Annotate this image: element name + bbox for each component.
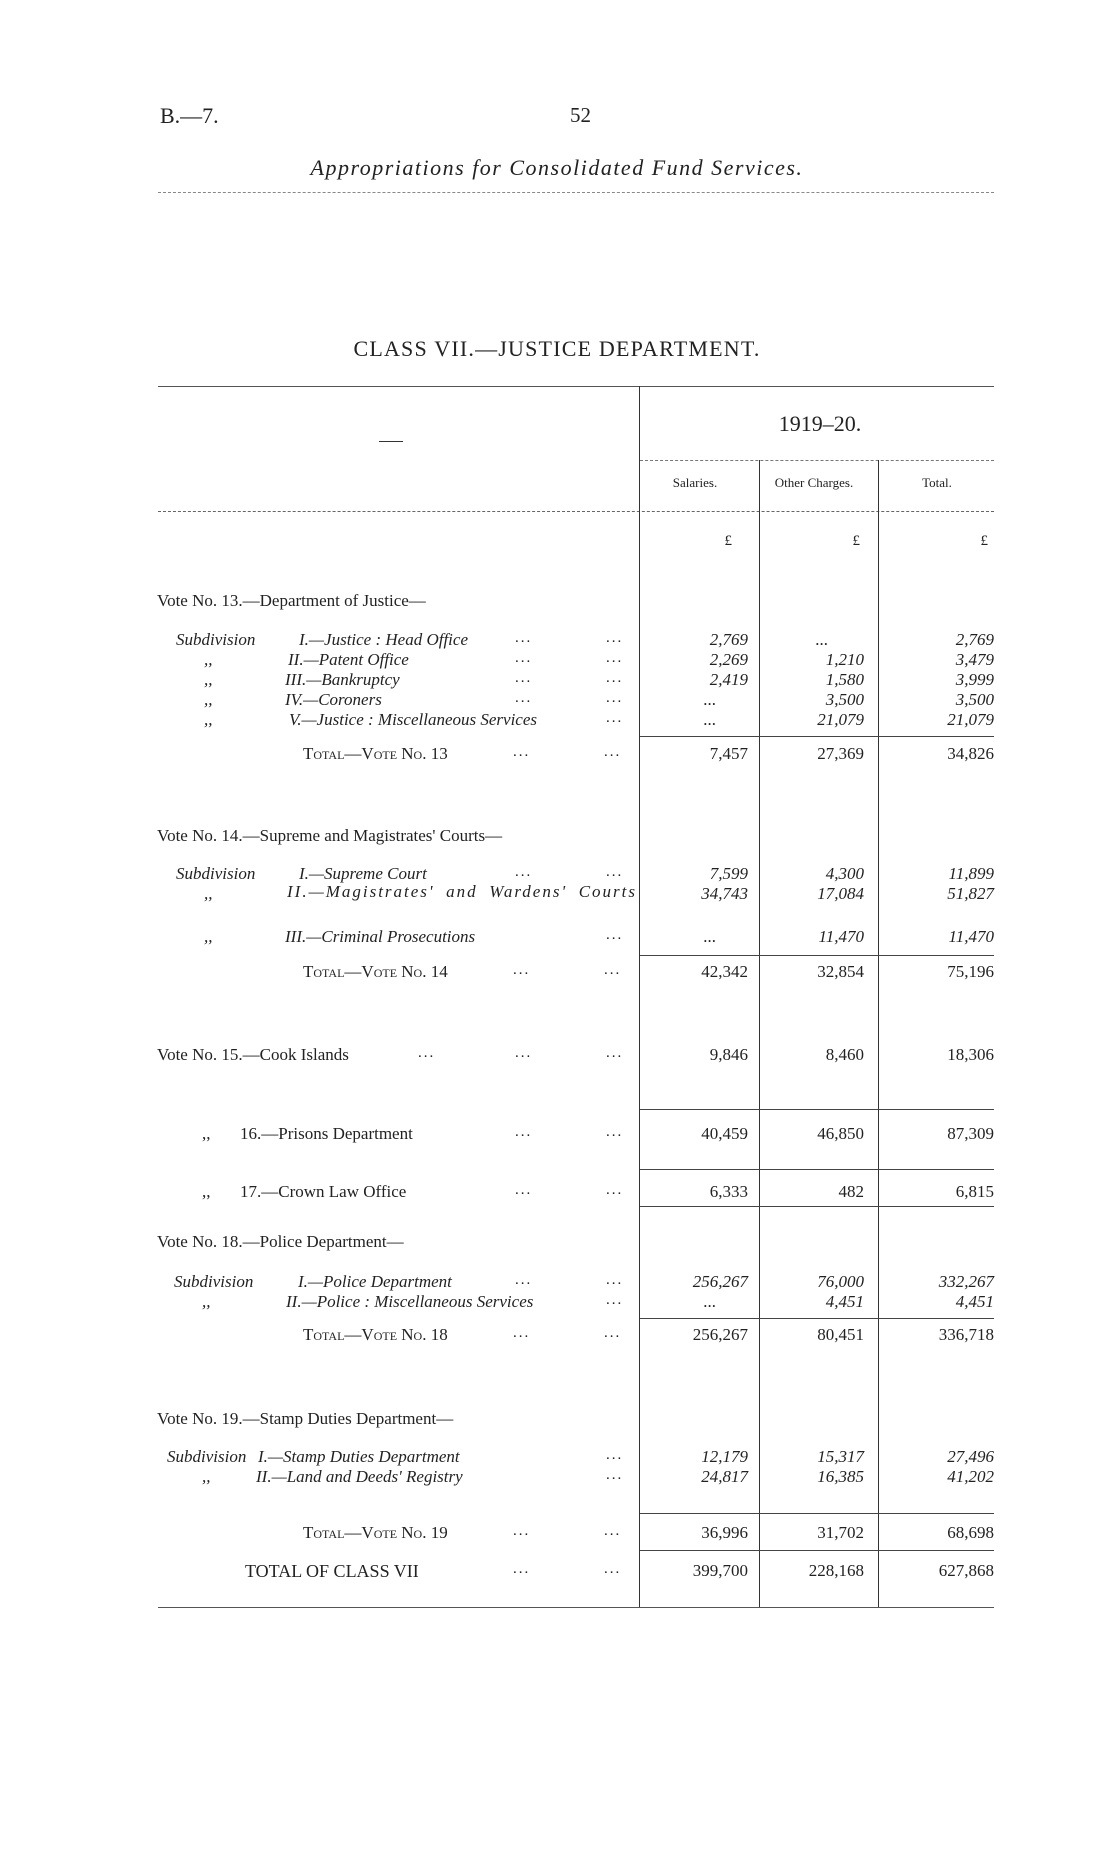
subdivision-label: II.—Land and Deeds' Registry <box>256 1467 463 1486</box>
leader-dots: ... <box>606 630 624 646</box>
running-title: Appropriations for Consolidated Fund Services. <box>310 155 804 180</box>
grand-total-label: TOTAL OF CLASS VII <box>245 1561 419 1581</box>
cell-other: 4,300 <box>825 864 864 883</box>
cell-salaries: ... <box>703 710 717 729</box>
cell-total: 627,868 <box>938 1561 994 1580</box>
cell-total: 27,496 <box>947 1447 994 1466</box>
cell-salaries: ... <box>703 1292 717 1311</box>
cell-salaries: 256,267 <box>692 1325 748 1344</box>
total-label: Total—Vote No. 19 <box>303 1523 448 1542</box>
section-rule <box>640 1109 994 1110</box>
col-header-total: Total. <box>922 475 952 490</box>
leader-dots: ... <box>606 1447 624 1463</box>
cell-total: 4,451 <box>955 1292 994 1311</box>
leader-dots: ... <box>606 1182 624 1198</box>
document-reference: B.—7. <box>160 103 219 128</box>
column-rule-salaries <box>639 386 640 1607</box>
leader-dots: ... <box>515 630 533 646</box>
leader-dots: ... <box>418 1045 436 1061</box>
subdivision-prefix: ,, <box>204 650 213 669</box>
leader-dots: ... <box>606 864 624 880</box>
leader-dots: ... <box>515 1124 533 1140</box>
subdivision-prefix: ,, <box>202 1292 211 1311</box>
leader-dots: ... <box>604 1561 622 1577</box>
leader-dots: ... <box>515 1182 533 1198</box>
subdivision-prefix: ,, <box>204 670 213 689</box>
cell-other: 482 <box>838 1182 864 1201</box>
leader-dots: ... <box>515 1045 533 1061</box>
cell-total: 11,470 <box>948 927 994 946</box>
leader-dots: ... <box>606 710 624 726</box>
leader-dots: ... <box>606 1045 624 1061</box>
cell-other: 11,470 <box>818 927 864 946</box>
subdivision-label: I.—Supreme Court <box>299 864 427 883</box>
subdivision-prefix: ,, <box>204 710 213 729</box>
cell-total: 332,267 <box>938 1272 994 1291</box>
leader-dots: ... <box>606 650 624 666</box>
cell-other: 228,168 <box>808 1561 864 1580</box>
cell-salaries: 36,996 <box>701 1523 748 1542</box>
cell-other: 17,084 <box>817 884 864 903</box>
subtotal-rule <box>640 1513 994 1514</box>
vote-heading: Vote No. 13.—Department of Justice— <box>157 591 426 610</box>
leader-dots: ... <box>606 670 624 686</box>
vote-heading: Vote No. 14.—Supreme and Magistrates' Courts— <box>157 826 503 845</box>
section-rule <box>640 1169 994 1170</box>
cell-total: 2,769 <box>955 630 994 649</box>
cell-salaries: 7,599 <box>709 864 748 883</box>
currency-other: £ <box>852 533 860 549</box>
subdivision-label: III.—Bankruptcy <box>285 670 400 689</box>
cell-other: 1,210 <box>825 650 864 669</box>
subdivision-prefix: Subdivision <box>176 630 256 649</box>
cell-salaries: 2,419 <box>709 670 748 689</box>
subdivision-label: I.—Police Department <box>298 1272 452 1291</box>
vote-prefix: ,, <box>202 1182 211 1201</box>
subdivision-label: III.—Criminal Prosecutions <box>285 927 476 946</box>
cell-other: 80,451 <box>817 1325 864 1344</box>
cell-salaries: ... <box>703 690 717 709</box>
leader-dots: ... <box>513 962 531 978</box>
class-title: CLASS VII.—JUSTICE DEPARTMENT. <box>353 336 761 361</box>
leader-dots: ... <box>606 927 624 943</box>
cell-other: 31,702 <box>817 1523 864 1542</box>
col-header-other-charges: Other Charges. <box>774 475 854 490</box>
cell-total: 68,698 <box>947 1523 994 1542</box>
subtotal-rule <box>640 955 994 956</box>
cell-total: 6,815 <box>955 1182 994 1201</box>
subdivision-label: II.—Magistrates' and Wardens' Courts <box>287 882 637 901</box>
subdivision-label: IV.—Coroners <box>285 690 382 709</box>
table-bottom-rule <box>158 1607 994 1608</box>
cell-other: 4,451 <box>825 1292 864 1311</box>
vote-heading: Vote No. 18.—Police Department— <box>157 1232 404 1251</box>
vote-label: 17.—Crown Law Office <box>240 1182 407 1201</box>
leader-dots: ... <box>604 1523 622 1539</box>
leader-dots: ... <box>513 1561 531 1577</box>
leader-dots: ... <box>604 744 622 760</box>
subdivision-prefix: Subdivision <box>174 1272 254 1291</box>
subdivision-label: V.—Justice : Miscellaneous Services <box>289 710 538 729</box>
grand-total-rule <box>640 1550 994 1551</box>
cell-other: 1,580 <box>825 670 864 689</box>
cell-salaries: 399,700 <box>692 1561 748 1580</box>
subdivision-label: II.—Police : Miscellaneous Services <box>286 1292 534 1311</box>
year-underline <box>640 460 994 461</box>
year-heading: 1919–20. <box>778 411 862 436</box>
column-rule-total <box>878 460 879 1607</box>
cell-total: 87,309 <box>947 1124 994 1143</box>
subdivision-prefix: ,, <box>204 884 213 903</box>
cell-salaries: 42,342 <box>701 962 748 981</box>
header-rule <box>158 192 994 193</box>
cell-other: 16,385 <box>817 1467 864 1486</box>
cell-salaries: 256,267 <box>692 1272 748 1291</box>
header-bottom-rule <box>158 511 994 512</box>
subdivision-label: I.—Stamp Duties Department <box>258 1447 460 1466</box>
leader-dots: ... <box>604 962 622 978</box>
cell-salaries: 2,269 <box>709 650 748 669</box>
cell-salaries: 12,179 <box>701 1447 748 1466</box>
cell-salaries: 34,743 <box>701 884 748 903</box>
stub-head-dash <box>379 441 403 442</box>
leader-dots: ... <box>606 1467 624 1483</box>
leader-dots: ... <box>513 1523 531 1539</box>
cell-other: 27,369 <box>817 744 864 763</box>
leader-dots: ... <box>513 1325 531 1341</box>
leader-dots: ... <box>606 1124 624 1140</box>
cell-other: 3,500 <box>825 690 864 709</box>
vote-prefix: ,, <box>202 1124 211 1143</box>
col-header-salaries: Salaries. <box>672 475 718 490</box>
cell-total: 3,479 <box>955 650 994 669</box>
cell-total: 34,826 <box>947 744 994 763</box>
cell-salaries: 6,333 <box>709 1182 748 1201</box>
cell-other: 46,850 <box>817 1124 864 1143</box>
subdivision-label: I.—Justice : Head Office <box>299 630 468 649</box>
cell-other: 8,460 <box>825 1045 864 1064</box>
leader-dots: ... <box>606 1292 624 1308</box>
leader-dots: ... <box>515 864 533 880</box>
leader-dots: ... <box>606 690 624 706</box>
cell-salaries: 2,769 <box>709 630 748 649</box>
cell-salaries: 9,846 <box>709 1045 748 1064</box>
leader-dots: ... <box>515 650 533 666</box>
cell-other: 76,000 <box>817 1272 864 1291</box>
page-number: 52 <box>570 103 591 127</box>
cell-other: 15,317 <box>817 1447 864 1466</box>
cell-total: 21,079 <box>947 710 994 729</box>
vote-label: Vote No. 15.—Cook Islands <box>157 1045 349 1064</box>
leader-dots: ... <box>515 1272 533 1288</box>
cell-salaries: 7,457 <box>709 744 748 763</box>
column-rule-other <box>759 460 760 1607</box>
leader-dots: ... <box>515 690 533 706</box>
leader-dots: ... <box>604 1325 622 1341</box>
cell-total: 75,196 <box>947 962 994 981</box>
section-rule <box>640 1206 994 1207</box>
cell-total: 18,306 <box>947 1045 994 1064</box>
cell-other: 21,079 <box>817 710 864 729</box>
cell-total: 3,500 <box>955 690 994 709</box>
leader-dots: ... <box>606 1272 624 1288</box>
subdivision-label: II.—Patent Office <box>288 650 409 669</box>
cell-total: 51,827 <box>947 884 994 903</box>
total-label: Total—Vote No. 14 <box>303 962 448 981</box>
subtotal-rule <box>640 1318 994 1319</box>
cell-salaries: ... <box>703 927 717 946</box>
subdivision-prefix: Subdivision <box>176 864 256 883</box>
subdivision-prefix: ,, <box>204 690 213 709</box>
cell-salaries: 24,817 <box>701 1467 748 1486</box>
cell-total: 41,202 <box>947 1467 994 1486</box>
subtotal-rule <box>640 736 994 737</box>
leader-dots: ... <box>513 744 531 760</box>
currency-total: £ <box>980 533 988 549</box>
subdivision-prefix: ,, <box>204 927 213 946</box>
subdivision-prefix: ,, <box>202 1467 211 1486</box>
cell-other: 32,854 <box>817 962 864 981</box>
cell-total: 336,718 <box>938 1325 994 1344</box>
cell-salaries: 40,459 <box>701 1124 748 1143</box>
leader-dots: ... <box>515 670 533 686</box>
cell-total: 11,899 <box>948 864 994 883</box>
table-top-rule <box>158 386 994 387</box>
cell-total: 3,999 <box>955 670 994 689</box>
vote-label: 16.—Prisons Department <box>240 1124 413 1143</box>
total-label: Total—Vote No. 18 <box>303 1325 448 1344</box>
cell-other: ... <box>815 630 829 649</box>
subdivision-prefix: Subdivision <box>167 1447 247 1466</box>
currency-salaries: £ <box>724 533 732 549</box>
vote-heading: Vote No. 19.—Stamp Duties Department— <box>157 1409 454 1428</box>
total-label: Total—Vote No. 13 <box>303 744 448 763</box>
